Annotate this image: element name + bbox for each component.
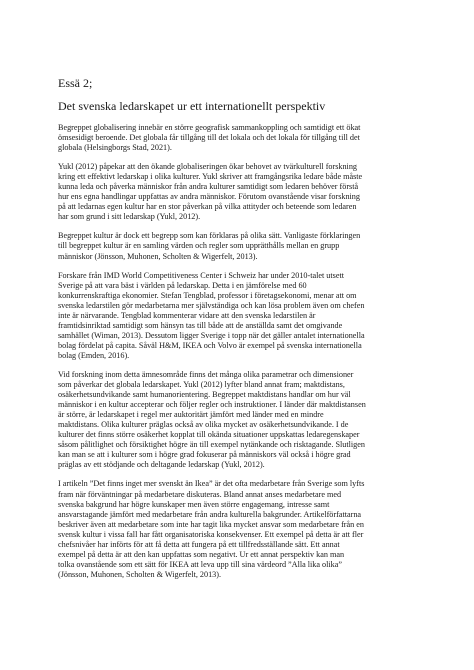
text-line: fram när förväntningar på medarbetare diskuteras. Bland annat anses medarbetare med [58, 489, 342, 499]
text-line: kunna leda och påverka människor från andra kulturer samtidigt som ledaren behöver förstå [58, 182, 359, 192]
text-line: bolag (Emden, 2016). [58, 350, 130, 360]
text-line: I artikeln ”Det finns inget mer svenskt än Ikea” är det ofta medarbetare från Sverige som lyfts [58, 479, 365, 489]
paragraph-yukl-research [58, 162, 430, 222]
text-line: som påverkar det globala ledarskapet. Yukl (2012) lyfter bland annat fram; maktdistans, [58, 380, 345, 390]
essay-subtitle: Det svenska ledarskapet ur ett internationellt perspektiv [58, 99, 326, 113]
text-line: människor i en kultur accepterar och följer regler och instruktioner. I länder där maktdistansen [58, 400, 366, 410]
text-line: tolka ovanstående som ett sätt för IKEA att leva upp till sina värdeord ”Alla lika olika” [58, 559, 342, 569]
text-line: till begreppet kultur är en samling värden och regler som upprätthålls mellan en grupp [58, 241, 340, 251]
text-line: (Jönsson, Muhonen, Scholten & Wigerfelt, 2013). [58, 569, 222, 579]
paragraph-globalization [58, 123, 430, 153]
text-line: har som grund i sitt ledarskap (Yukl, 2012). [58, 212, 201, 222]
essay-title: Essä 2; [58, 76, 93, 90]
text-line: är större, är ledarskapet i regel mer auktoritärt jämfört med länder med en mindre [58, 410, 324, 420]
text-line: konkurrenskraftiga ekonomier. Stefan Tengblad, professor i företagsekonomi, menar att om [58, 290, 357, 300]
text-line: beskriver även att medarbetare som inte har tagit lika mycket ansvar som medarbetare från en [58, 519, 364, 529]
text-line: på att ledarnas egen kultur har en stor påverkan på vilka attityder och beteende som ledaren [58, 202, 357, 212]
text-line: Begreppet kultur är dock ett begrepp som kan förklaras på olika sätt. Vanligaste förklaringen [58, 231, 361, 241]
paragraph-dimensions [58, 370, 430, 470]
text-line: bolag fördelat på capita. Såväl H&M, IKEA och Volvo är exempel på svenska internationella [58, 340, 362, 350]
text-line: präglas av ett stödjande och deltagande ledarskap (Yukl, 2012). [58, 460, 265, 470]
text-line: chefsnivåer har införts för att få detta att fungera på ett tillfredsställande sätt. Ett annat [58, 539, 340, 549]
paragraph-culture-definition [58, 231, 430, 261]
text-line: kan man se att i kulturer som i högre grad fokuserar på människors väl också i högre grad [58, 450, 351, 460]
text-line: svenska ledarstilen gör medarbetarna mer självständiga och kan lösa problem även om chefen [58, 300, 365, 310]
text-line: samhället (Wiman, 2013). Dessutom ligger Sverige i topp när det gäller antalet internationella [58, 330, 365, 340]
text-line: Vid forskning inom detta ämnesområde finns det många olika parametrar och dimensioner [58, 369, 354, 379]
text-line: kulturer det finns större osäkerhet kopplat till okända situationer uppskattas ledaregenskaper [58, 430, 360, 440]
text-line: Forskare från IMD World Competitiveness Center i Schweiz har under 2010-talet utsett [58, 270, 344, 280]
text-line: maktdistans. Olika kulturer präglas också av olika mycket av osäkerhetsundvikande. I de [58, 420, 349, 430]
paragraph-ikea-article [58, 479, 430, 579]
text-line: Begreppet globalisering innebär en större geografisk sammankoppling och samtidigt ett ökat [58, 123, 361, 132]
text-line: hur ens egna handlingar uppfattas av andra människor. Förutom ovanstående visar forskning [58, 192, 360, 202]
text-line: framtidsinriktad samtidigt som hänsyn tas till både att de anställda samt det omgivande [58, 320, 343, 330]
text-line: såsom pålitlighet och försiktighet högre än till exempel nytänkande och risktagande. Slutligen [58, 440, 365, 450]
text-line: ömsesidigt beroende. Det globala får tillgång till det lokala och det lokala för tillgång till det [58, 133, 360, 143]
text-line: inte är närvarande. Tengblad kommenterar vidare att den svenska ledarstilen är [58, 310, 316, 320]
text-line: människor (Jönsson, Muhonen, Scholten & Wigerfelt, 2013). [58, 251, 258, 261]
text-line: svensk kultur i vissa fall har fått organisatoriska konsekvenser. Ett exempel på detta är att fler [58, 529, 364, 539]
text-line: Sverige på att vara bäst i världen på ledarskap. Detta i en jämförelse med 60 [58, 280, 307, 290]
text-line: svenska bakgrund har högre kunskaper men även större engagemang, intresse samt [58, 499, 330, 509]
text-line: osäkerhetsundvikande samt humanorientering. Begreppet maktdistans handlar om hur väl [58, 390, 351, 400]
text-line: kring ett effektivt ledarskap i olika kulturer. Yukl skriver att framgångsrika ledare både måste [58, 172, 363, 182]
text-line: exempel på detta är att den kan uppfattas som negativt. Ur ett annat perspektiv kan man [58, 549, 345, 559]
text-line: ansvarstagande jämfört med medarbetare från andra kulturella bakgrunder. Artikelförfattarna [58, 509, 362, 519]
paragraph-imd-ranking [58, 271, 430, 361]
text-line: Yukl (2012) påpekar att den ökande globaliseringen ökar behovet av tvärkulturell forskning [58, 162, 357, 172]
text-line: globala (Helsingborgs Stad, 2021). [58, 143, 172, 153]
document-body [58, 76, 430, 580]
